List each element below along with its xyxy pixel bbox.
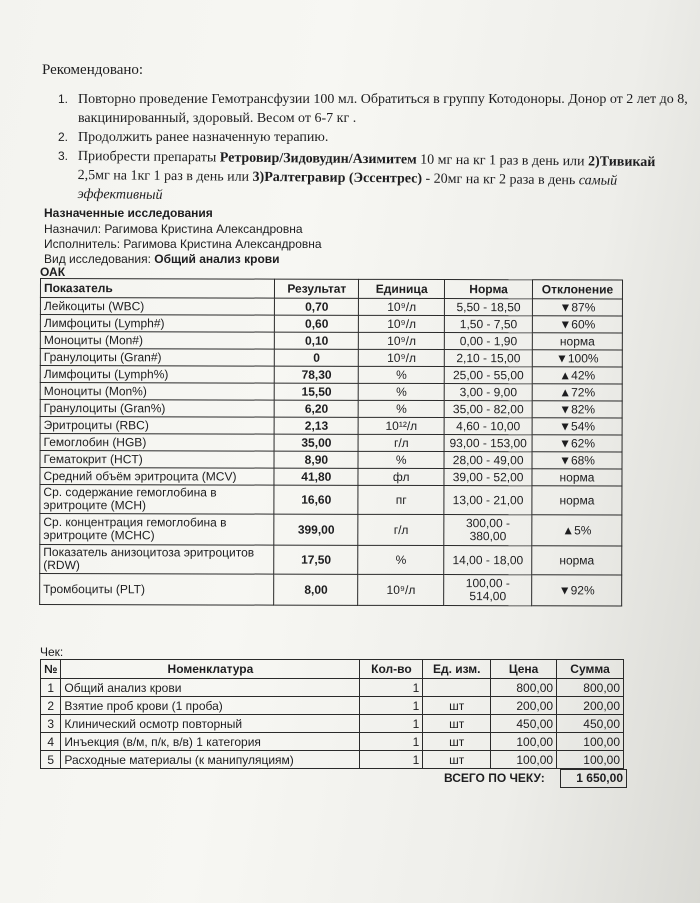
- check-header-number: №: [41, 660, 61, 679]
- recommendation-item-3: [58, 147, 688, 204]
- check-cell-qty: 1: [360, 679, 423, 697]
- check-cell-sum: 100,00: [557, 733, 624, 751]
- oak-row: [40, 315, 622, 334]
- oak-cell-result: 6,20: [275, 400, 359, 417]
- check-header-qty: Кол-во: [360, 660, 423, 679]
- check-cell-price: 100,00: [491, 751, 557, 769]
- rec3-part2: 10 мг на кг 1 раз в день или: [416, 152, 589, 170]
- check-header-price: Цена: [491, 660, 557, 679]
- recommendation-number: 1.: [58, 92, 69, 106]
- oak-cell-result: 0,10: [275, 332, 359, 349]
- oak-cell-deviation: ▼82%: [532, 401, 622, 418]
- oak-cell-unit: 10⁹/л: [358, 574, 444, 605]
- oak-cell-indicator: Эритроциты (RBC): [40, 417, 274, 435]
- oak-row: [40, 468, 622, 487]
- recommendation-item-2: [58, 128, 688, 147]
- oak-cell-norm: 3,00 - 9,00: [444, 384, 532, 401]
- check-cell-qty: 1: [360, 715, 423, 733]
- check-row: [41, 751, 624, 769]
- check-total-value: 1 650,00: [560, 769, 627, 788]
- oak-cell-result: 0,60: [275, 315, 359, 332]
- oak-cell-indicator: Гранулоциты (Gran%): [40, 400, 274, 418]
- drug-tivicay: 2)Тивикай: [587, 154, 656, 171]
- drug-raltegravir: 3)Ралтегравир (Эссентрес): [252, 169, 423, 187]
- oak-cell-result: 17,50: [274, 545, 358, 574]
- recommendation-number: 2.: [58, 130, 69, 144]
- oak-cell-deviation: ▼54%: [532, 418, 622, 435]
- rec3-note: самый эффективный: [77, 173, 618, 203]
- study-executor: Исполнитель: Рагимова Кристина Александровна: [44, 237, 322, 251]
- study-type-label: Вид исследования:: [44, 252, 155, 266]
- oak-cell-result: 0,70: [275, 298, 359, 315]
- oak-header-indicator: Показатель: [40, 279, 274, 299]
- check-cell-name: Общий анализ крови: [61, 679, 360, 697]
- recommendation-item-1: [58, 90, 688, 128]
- oak-row: [40, 400, 622, 419]
- oak-cell-result: 35,00: [274, 434, 358, 451]
- oak-cell-result: 15,50: [275, 383, 359, 400]
- oak-cell-unit: %: [358, 383, 444, 400]
- check-cell-sum: 100,00: [557, 751, 624, 769]
- check-row: [41, 715, 624, 733]
- oak-row: [40, 514, 622, 547]
- oak-row: [40, 417, 622, 436]
- oak-cell-norm: 5,50 - 18,50: [445, 299, 533, 316]
- check-header-unit: Ед. изм.: [423, 660, 491, 679]
- oak-cell-indicator: Лимфоциты (Lymph%): [40, 366, 274, 384]
- oak-header-norm: Норма: [445, 280, 533, 299]
- oak-row: [40, 451, 622, 470]
- oak-cell-norm: 1,50 - 7,50: [445, 316, 533, 333]
- study-type-value: Общий анализ крови: [154, 252, 280, 266]
- oak-header-row: [40, 279, 622, 300]
- panel-title: ОАК: [40, 265, 66, 279]
- oak-cell-indicator: Гранулоциты (Gran#): [40, 349, 274, 367]
- oak-row: [40, 545, 622, 576]
- oak-header-unit: Единица: [359, 279, 445, 298]
- rec3-part4: - 20мг на кг 2 раза в день: [421, 171, 579, 189]
- check-cell-price: 200,00: [491, 697, 557, 715]
- recommendation-text: [77, 147, 688, 210]
- check-header-name: Номенклатура: [61, 660, 360, 679]
- oak-cell-unit: %: [358, 400, 444, 417]
- oak-cell-deviation: норма: [532, 469, 622, 486]
- oak-cell-norm: 14,00 - 18,00: [444, 546, 532, 575]
- check-cell-price: 800,00: [491, 679, 557, 697]
- oak-cell-deviation: ▼92%: [532, 575, 622, 606]
- oak-cell-norm: 39,00 - 52,00: [444, 469, 532, 486]
- study-type: [44, 252, 280, 267]
- oak-cell-unit: %: [359, 366, 445, 383]
- oak-cell-norm: 4,60 - 10,00: [444, 418, 532, 435]
- check-cell-number: 3: [41, 715, 61, 733]
- oak-cell-indicator: Моноциты (Mon#): [40, 332, 274, 350]
- check-cell-qty: 1: [360, 733, 423, 751]
- oak-cell-indicator: Показатель анизоцитоза эритроцитов (RDW): [40, 545, 274, 575]
- oak-row: [40, 574, 622, 607]
- oak-cell-norm: 28,00 - 49,00: [444, 452, 532, 469]
- check-cell-qty: 1: [360, 751, 423, 769]
- oak-cell-norm: 100,00 - 514,00: [444, 575, 532, 606]
- oak-row: [40, 298, 622, 317]
- check-cell-sum: 200,00: [557, 697, 624, 715]
- oak-cell-deviation: ▼100%: [532, 350, 622, 367]
- oak-cell-norm: 93,00 - 153,00: [444, 435, 532, 452]
- oak-cell-deviation: ▼62%: [532, 435, 622, 452]
- oak-cell-unit: г/л: [358, 434, 444, 451]
- oak-cell-result: 0: [275, 349, 359, 366]
- oak-results-table: [39, 278, 623, 607]
- oak-cell-indicator: Лимфоциты (Lymph#): [40, 315, 274, 333]
- oak-cell-unit: 10⁹/л: [359, 332, 445, 349]
- check-cell-unit: шт: [423, 733, 491, 751]
- oak-cell-result: 2,13: [274, 417, 358, 434]
- check-cell-price: 100,00: [491, 733, 557, 751]
- check-cell-unit: шт: [423, 697, 491, 715]
- oak-cell-indicator: Моноциты (Mon%): [40, 383, 274, 401]
- check-table: [40, 659, 624, 769]
- oak-cell-deviation: норма: [532, 333, 622, 350]
- oak-cell-unit: 10¹²/л: [358, 417, 444, 434]
- oak-cell-indicator: Средний объём эритроцита (MCV): [40, 468, 274, 486]
- oak-row: [40, 349, 622, 368]
- rec3-part1: Приобрести препараты: [77, 148, 220, 166]
- check-cell-number: 1: [41, 679, 61, 697]
- oak-row: [40, 332, 622, 351]
- oak-cell-deviation: ▼68%: [532, 452, 622, 469]
- oak-cell-indicator: Гемоглобин (HGB): [40, 434, 274, 452]
- oak-cell-deviation: норма: [532, 546, 622, 575]
- drug-retrovir: Ретровир/Зидовудин/Азимитем: [219, 150, 417, 168]
- oak-cell-norm: 0,00 - 1,90: [445, 333, 533, 350]
- oak-cell-indicator: Тромбоциты (PLT): [40, 574, 274, 606]
- oak-cell-norm: 300,00 - 380,00: [444, 515, 532, 546]
- oak-row: [40, 485, 622, 516]
- oak-cell-result: 399,00: [274, 514, 358, 545]
- check-cell-name: Инъекция (в/м, п/к, в/в) 1 категория: [61, 733, 360, 751]
- check-cell-sum: 800,00: [557, 679, 624, 697]
- oak-cell-norm: 35,00 - 82,00: [444, 401, 532, 418]
- oak-cell-deviation: ▲5%: [532, 515, 622, 546]
- check-row: [41, 733, 624, 751]
- oak-cell-unit: г/л: [358, 514, 444, 545]
- rec3-part3: 2,5мг на 1кг 1 раз в день или: [77, 167, 253, 185]
- oak-cell-unit: %: [358, 545, 444, 574]
- oak-cell-result: 41,80: [274, 468, 358, 485]
- check-cell-qty: 1: [360, 697, 423, 715]
- oak-cell-deviation: ▲42%: [532, 367, 622, 384]
- oak-row: [40, 383, 622, 402]
- recommendation-text: Повторно проведение Гемотрансфузии 100 мл. Обратиться в группу Котодоноры. Донор от 2 лет до 8, вакцинированный, здоровый. Весом от 6-7 кг .: [78, 92, 688, 126]
- recommendations-title: Рекомендовано:: [42, 62, 144, 78]
- check-row: [41, 697, 624, 715]
- oak-cell-deviation: ▲72%: [532, 384, 622, 401]
- check-cell-number: 4: [41, 733, 61, 751]
- oak-cell-unit: %: [358, 451, 444, 468]
- recommendation-number: 3.: [58, 149, 69, 163]
- check-cell-number: 2: [41, 697, 61, 715]
- oak-cell-deviation: норма: [532, 486, 622, 515]
- oak-cell-norm: 13,00 - 21,00: [444, 486, 532, 515]
- study-assigned: Назначил: Рагимова Кристина Александровна: [44, 222, 303, 236]
- oak-header-result: Результат: [275, 279, 359, 298]
- oak-cell-deviation: ▼60%: [532, 316, 622, 333]
- oak-row: [40, 366, 622, 385]
- check-cell-price: 450,00: [491, 715, 557, 733]
- check-cell-unit: шт: [423, 715, 491, 733]
- oak-cell-result: 8,90: [274, 451, 358, 468]
- check-cell-sum: 450,00: [557, 715, 624, 733]
- oak-cell-unit: фл: [358, 468, 444, 485]
- oak-cell-deviation: ▼87%: [532, 299, 622, 316]
- check-header-sum: Сумма: [557, 660, 624, 679]
- oak-row: [40, 434, 622, 453]
- check-row: [41, 679, 624, 697]
- oak-cell-unit: 10⁹/л: [359, 349, 445, 366]
- oak-cell-result: 16,60: [274, 485, 358, 514]
- oak-cell-result: 8,00: [274, 574, 358, 605]
- oak-cell-indicator: Ср. концентрация гемоглобина в эритроците (MCHC): [40, 514, 274, 546]
- check-header-row: [41, 660, 624, 679]
- check-label: Чек:: [40, 645, 64, 659]
- oak-cell-norm: 25,00 - 55,00: [444, 367, 532, 384]
- recommendation-text: Продолжить ранее назначенную терапию.: [78, 130, 329, 145]
- oak-cell-indicator: Ср. содержание гемоглобина в эритроците (MCH): [40, 485, 274, 515]
- oak-header-deviation: Отклонение: [532, 280, 622, 299]
- oak-cell-unit: пг: [358, 485, 444, 514]
- oak-cell-unit: 10⁹/л: [359, 315, 445, 332]
- study-heading: Назначенные исследования: [44, 206, 213, 220]
- oak-cell-indicator: Лейкоциты (WBC): [40, 298, 274, 316]
- oak-cell-norm: 2,10 - 15,00: [444, 350, 532, 367]
- check-total-label: ВСЕГО ПО ЧЕКУ:: [444, 771, 545, 785]
- oak-cell-result: 78,30: [275, 366, 359, 383]
- oak-cell-unit: 10⁹/л: [359, 298, 445, 315]
- recommendations-list: [58, 90, 688, 204]
- check-cell-unit: шт: [423, 751, 491, 769]
- check-cell-name: Клинический осмотр повторный: [61, 715, 360, 733]
- check-cell-name: Взятие проб крови (1 проба): [61, 697, 360, 715]
- oak-cell-indicator: Гематокрит (HCT): [40, 451, 274, 469]
- check-cell-name: Расходные материалы (к манипуляциям): [61, 751, 360, 769]
- check-cell-unit: [423, 679, 491, 697]
- check-cell-number: 5: [41, 751, 61, 769]
